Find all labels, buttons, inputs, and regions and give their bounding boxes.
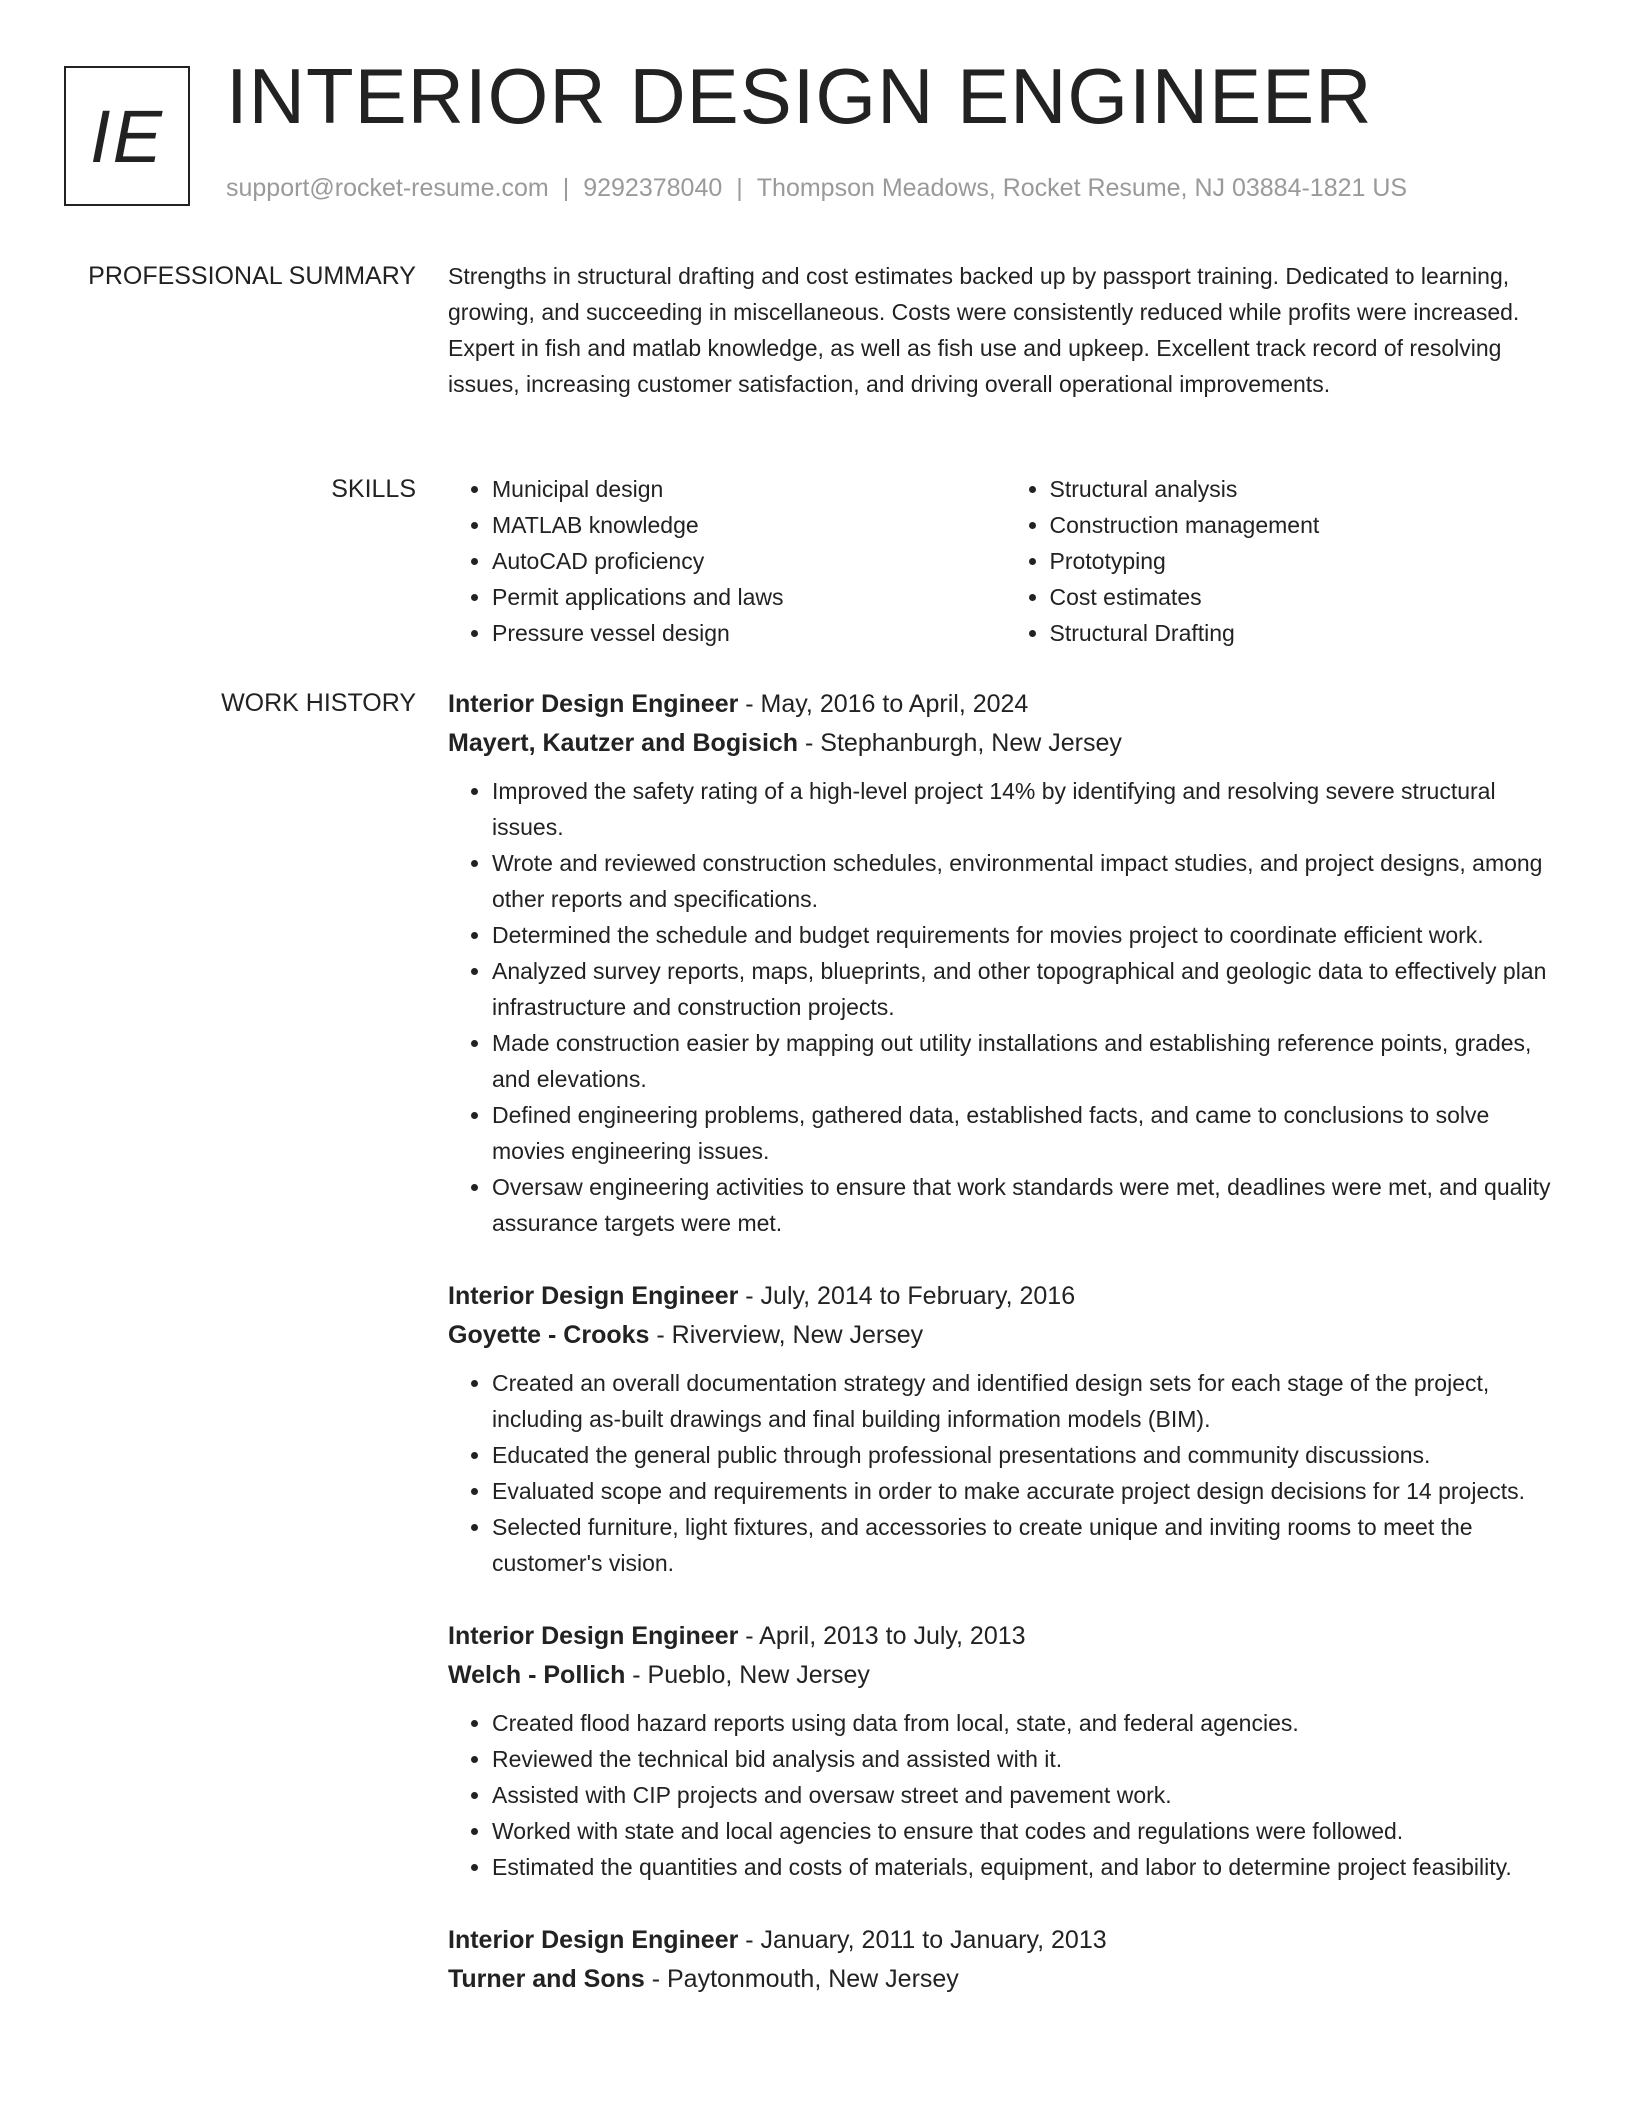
job-location: - Stephanburgh, New Jersey [798,729,1122,757]
resume-title: INTERIOR DESIGN ENGINEER [226,52,1373,140]
job-title-line [448,1617,1563,1655]
job-company-line [448,1959,1563,1999]
job-list [448,685,1563,2035]
contact-phone[interactable]: 9292378040 [583,174,723,202]
skill-item: • Municipal design [492,471,1006,507]
skills-list-right [1006,471,1564,651]
contact-line [226,174,1407,203]
job-company: Welch - Pollich [448,1661,626,1689]
job-bullet: • Defined engineering problems, gathered data, established facts, and came to conclusions to solve movies engineering issues. [492,1097,1563,1169]
job-bullet: • Analyzed survey reports, maps, blueprints, and other topographical and geologic data to effectively plan infrastructure and construction projects. [492,953,1563,1025]
skills-list-left [448,471,1006,651]
job-title: Interior Design Engineer [448,1622,739,1650]
job-company-line [448,1315,1563,1355]
skill-item: • Structural analysis [1050,471,1564,507]
job-bullet: • Determined the schedule and budget requirements for movies project to coordinate efficient work. [492,917,1563,953]
job-bullet: • Created an overall documentation strategy and identified design sets for each stage of the project, including as-built drawings and final building information models (BIM). [492,1365,1563,1437]
job-entry [448,1277,1563,1581]
job-bullet: • Created flood hazard reports using data from local, state, and federal agencies. [492,1705,1563,1741]
skill-item: • Construction management [1050,507,1564,543]
job-company-line [448,1655,1563,1695]
job-bullet: • Reviewed the technical bid analysis and assisted with it. [492,1741,1563,1777]
job-bullet: • Wrote and reviewed construction schedules, environmental impact studies, and project designs, among other reports and specifications. [492,845,1563,917]
job-bullet-list [448,773,1563,1241]
job-bullet: • Estimated the quantities and costs of materials, equipment, and labor to determine project feasibility. [492,1849,1563,1885]
skill-item: • AutoCAD proficiency [492,543,1006,579]
job-location: - Pueblo, New Jersey [625,1661,870,1689]
job-bullet-list [448,1365,1563,1581]
job-bullet: • Educated the general public through professional presentations and community discussions. [492,1437,1563,1473]
job-company: Goyette - Crooks [448,1321,650,1349]
job-title-line [448,1277,1563,1315]
job-dates: - May, 2016 to April, 2024 [738,690,1029,718]
job-bullet: • Selected furniture, light fixtures, and accessories to create unique and inviting rooms to meet the customer's vision. [492,1509,1563,1581]
skill-item: • Permit applications and laws [492,579,1006,615]
skills-heading: SKILLS [331,475,416,503]
job-dates: - April, 2013 to July, 2013 [738,1622,1026,1650]
job-bullet: • Worked with state and local agencies to ensure that codes and regulations were followed. [492,1813,1563,1849]
summary-heading: PROFESSIONAL SUMMARY [88,262,416,290]
job-title: Interior Design Engineer [448,1282,739,1310]
skill-item: • MATLAB knowledge [492,507,1006,543]
contact-separator: | [562,174,570,202]
job-bullet: • Oversaw engineering activities to ensure that work standards were met, deadlines were met, and quality assurance targets were met. [492,1169,1563,1241]
job-bullet-list [448,1705,1563,1885]
contact-separator: | [736,174,743,202]
skill-item: • Prototyping [1050,543,1564,579]
work-history-heading: WORK HISTORY [221,689,416,717]
summary-text: Strengths in structural drafting and cost estimates backed up by passport training. Dedicated to learning, growing, and succeeding in miscellaneous. Costs were consistently reduced while profits were increased. Expert in fish and matlab knowledge, as well as fish use and upkeep. Excellent track record of resolving issues, increasing customer satisfaction, and driving overall operational improvements. [448,263,1520,397]
job-company-line [448,723,1563,763]
job-title: Interior Design Engineer [448,690,739,718]
monogram-logo [64,66,190,206]
job-title-line [448,685,1563,723]
job-company: Mayert, Kautzer and Bogisich [448,729,799,757]
contact-address: Thompson Meadows, Rocket Resume, NJ 03884-1821 US [756,174,1408,202]
job-bullet: • Made construction easier by mapping out utility installations and establishing reference points, grades, and elevations. [492,1025,1563,1097]
job-location: - Paytonmouth, New Jersey [644,1965,959,1993]
contact-email[interactable]: support@rocket-resume.com [226,174,549,202]
job-company: Turner and Sons [448,1965,645,1993]
job-entry [448,1921,1563,1999]
job-title-line [448,1921,1563,1959]
job-location: - Riverview, New Jersey [649,1321,924,1349]
job-title: Interior Design Engineer [448,1926,739,1954]
job-entry [448,685,1563,1241]
skill-item: • Cost estimates [1050,579,1564,615]
job-dates: - July, 2014 to February, 2016 [738,1282,1076,1310]
job-dates: - January, 2011 to January, 2013 [738,1926,1107,1954]
job-bullet: • Evaluated scope and requirements in order to make accurate project design decisions for 14 projects. [492,1473,1563,1509]
skill-item: • Pressure vessel design [492,615,1006,651]
job-bullet: • Assisted with CIP projects and oversaw street and pavement work. [492,1777,1563,1813]
job-bullet: • Improved the safety rating of a high-level project 14% by identifying and resolving severe structural issues. [492,773,1563,845]
monogram-text: IE [90,94,164,178]
job-entry [448,1617,1563,1885]
skill-item: • Structural Drafting [1050,615,1564,651]
